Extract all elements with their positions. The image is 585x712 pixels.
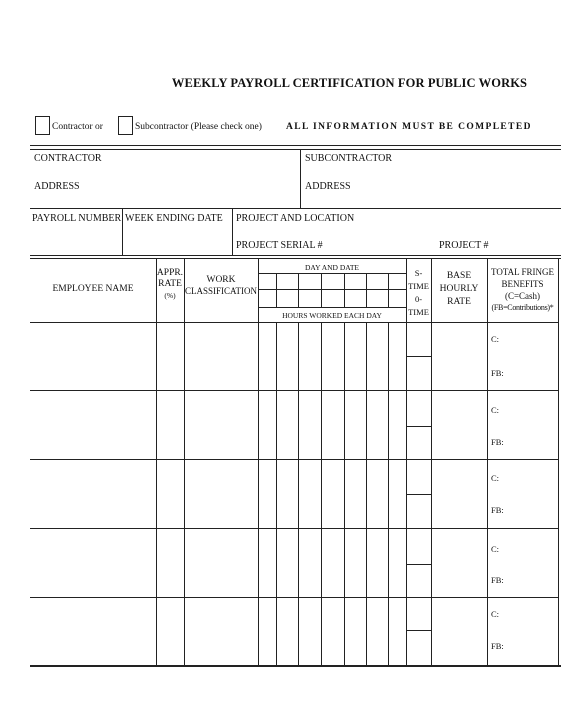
cash-label: C:	[491, 405, 500, 415]
divider	[30, 255, 561, 256]
cash-label: C:	[491, 544, 500, 554]
row-split-line	[406, 426, 431, 427]
column-divider	[276, 323, 277, 666]
day-grid-line	[258, 307, 406, 308]
column-divider	[298, 323, 299, 666]
week-ending-date-label: WEEK ENDING DATE	[125, 213, 223, 224]
day-grid-line	[258, 273, 406, 274]
address-label: ADDRESS	[305, 181, 351, 192]
column-divider	[344, 273, 345, 308]
table-row-border	[30, 390, 559, 391]
row-split-line	[406, 494, 431, 495]
column-divider	[156, 259, 157, 666]
page-title	[0, 76, 585, 91]
base-rate-header-line: HOURLY	[439, 284, 479, 294]
hours-worked-header: HOURS WORKED EACH DAY	[282, 311, 382, 320]
stime-header-line: S-	[414, 268, 423, 278]
column-divider	[431, 259, 432, 666]
appr-rate-header	[156, 268, 184, 301]
row-split-line	[406, 356, 431, 357]
fringe-contribution-label: FB:	[491, 575, 504, 585]
column-divider	[487, 259, 488, 666]
cash-label: C:	[491, 473, 500, 483]
stime-header-line: TIME	[408, 307, 429, 317]
table-row-border	[30, 528, 559, 529]
day-and-date-header: DAY AND DATE	[304, 263, 360, 272]
table-row-border	[30, 459, 559, 460]
work-classification-header-line: CLASSIFICATION	[184, 286, 257, 296]
divider	[300, 150, 301, 208]
subcontractor-option-label: Subcontractor (Please check one)	[135, 122, 262, 132]
appr-rate-header-line: (%)	[164, 291, 176, 300]
column-divider	[366, 273, 367, 308]
s-time-o-time-header	[406, 267, 431, 319]
stime-header-line: 0-	[414, 294, 423, 304]
work-classification-header	[184, 275, 258, 297]
payroll-number-label: PAYROLL NUMBER	[32, 213, 122, 224]
fringe-header-line: (FB=Contributions)*	[491, 303, 554, 312]
page-title-text: WEEKLY PAYROLL CERTIFICATION FOR PUBLIC WORKS	[171, 76, 528, 90]
column-divider	[388, 273, 389, 308]
appr-rate-header-line: RATE	[158, 279, 182, 289]
column-divider	[276, 273, 277, 308]
column-divider	[298, 273, 299, 308]
contractor-label: CONTRACTOR	[34, 153, 102, 164]
fringe-header-line: (C=Cash)	[504, 291, 541, 301]
divider	[30, 149, 561, 150]
subcontractor-checkbox[interactable]	[118, 116, 133, 135]
base-rate-header-line: RATE	[447, 297, 471, 307]
project-number-label: PROJECT #	[439, 240, 489, 251]
divider	[30, 208, 561, 209]
contractor-checkbox[interactable]	[35, 116, 50, 135]
table-header-border	[30, 322, 559, 323]
base-hourly-rate-header	[431, 270, 487, 309]
fringe-contribution-label: FB:	[491, 437, 504, 447]
contractor-option-label: Contractor or	[52, 122, 103, 132]
required-notice: ALL INFORMATION MUST BE COMPLETED	[286, 122, 532, 132]
project-serial-label: PROJECT SERIAL #	[236, 240, 323, 251]
column-divider	[406, 259, 407, 666]
cash-label: C:	[491, 334, 500, 344]
fringe-contribution-label: FB:	[491, 641, 504, 651]
base-rate-header-line: BASE	[446, 271, 472, 281]
column-divider	[321, 323, 322, 666]
subcontractor-label: SUBCONTRACTOR	[305, 153, 393, 164]
column-divider	[184, 259, 185, 666]
column-divider	[388, 323, 389, 666]
cash-label: C:	[491, 609, 500, 619]
column-divider	[366, 323, 367, 666]
column-divider	[344, 323, 345, 666]
row-split-line	[406, 564, 431, 565]
total-fringe-benefits-header	[487, 266, 558, 314]
table-row-border	[30, 597, 559, 598]
address-label: ADDRESS	[34, 181, 80, 192]
project-and-location-label: PROJECT AND LOCATION	[236, 213, 355, 224]
column-divider	[321, 273, 322, 308]
fringe-header-line: TOTAL FRINGE	[490, 267, 555, 277]
column-divider	[558, 259, 559, 666]
fringe-contribution-label: FB:	[491, 368, 504, 378]
day-grid-line	[258, 289, 406, 290]
fringe-header-line: BENEFITS	[501, 279, 544, 289]
fringe-contribution-label: FB:	[491, 505, 504, 515]
employee-name-header: EMPLOYEE NAME	[52, 284, 134, 294]
appr-rate-header-line: APPR.	[156, 268, 184, 278]
table-bottom-border	[30, 665, 561, 667]
row-split-line	[406, 630, 431, 631]
stime-header-line: TIME	[408, 281, 429, 291]
divider	[122, 208, 123, 255]
divider	[30, 145, 561, 146]
work-classification-header-line: WORK	[206, 275, 236, 285]
divider	[232, 208, 233, 255]
divider	[30, 258, 561, 259]
